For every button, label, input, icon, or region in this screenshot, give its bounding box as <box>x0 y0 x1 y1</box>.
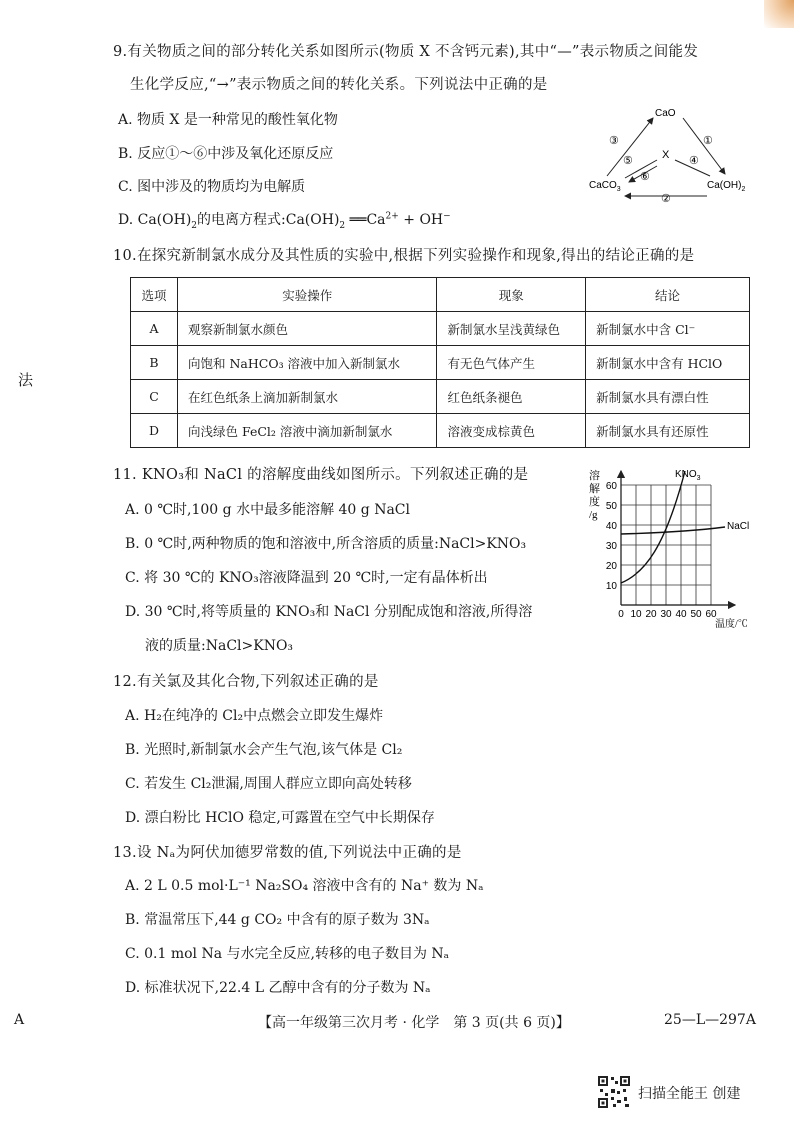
q9-stem-line1: 9.有关物质之间的部分转化关系如图所示(物质 X 不含钙元素),其中“—”表示物质之间能发 <box>113 44 699 60</box>
q13-option-c: C. 0.1 mol Na 与水完全反应,转移的电子数目为 Nₐ <box>125 946 450 962</box>
q11-option-a: A. 0 ℃时,100 g 水中最多能溶解 40 g NaCl <box>125 502 410 518</box>
ytick-40: 40 <box>605 521 617 532</box>
ylabel-char-1: 溶 <box>589 470 600 482</box>
footer-left: A <box>14 1012 25 1028</box>
diagram-node-caco3: CaCO$_3$ <box>589 180 621 193</box>
table-row: A 观察新制氯水颜色 新制氯水呈浅黄绿色 新制氯水中含 Cl⁻ <box>131 312 750 346</box>
footer-right: 25—L—297A <box>664 1012 756 1028</box>
diagram-node-x: X <box>662 149 670 161</box>
q13-option-d: D. 标准状况下,22.4 L 乙醇中含有的分子数为 Nₐ <box>125 980 431 996</box>
footer-center: 【高一年级第三次月考 · 化学 第 3 页(共 6 页)】 <box>258 1015 570 1031</box>
q13-option-a: A. 2 L 0.5 mol·L⁻¹ Na₂SO₄ 溶液中含有的 Na⁺ 数为 Nₐ <box>125 878 484 894</box>
q11-option-c: C. 将 30 ℃的 KNO₃溶液降温到 20 ℃时,一定有晶体析出 <box>125 570 488 586</box>
q9-option-a: A. 物质 X 是一种常见的酸性氧化物 <box>118 112 338 128</box>
diagram-node-caoh2: $Ca(OH)_2$ <box>707 180 746 193</box>
q12-option-b: B. 光照时,新制氯水会产生气泡,该气体是 Cl₂ <box>125 742 403 758</box>
q9-reaction-diagram <box>585 98 765 208</box>
ytick-50: 50 <box>605 501 617 512</box>
q12-stem: 12.有关氯及其化合物,下列叙述正确的是 <box>113 674 379 690</box>
q11-option-d-line2: 液的质量:NaCl>KNO₃ <box>145 638 294 654</box>
q13-stem: 13.设 Nₐ为阿伏加德罗常数的值,下列说法中正确的是 <box>113 845 462 861</box>
table-header-row <box>131 278 750 312</box>
table-row: B 向饱和 NaHCO₃ 溶液中加入新制氯水 有无色气体产生 新制氯水中含有 HClO <box>131 346 750 380</box>
watermark-text: 扫描全能王 创建 <box>638 1086 741 1102</box>
header-operation: 实验操作 <box>178 278 437 312</box>
q12-option-c: C. 若发生 Cl₂泄漏,周围人群应立即向高处转移 <box>125 776 412 792</box>
label-1: ① <box>703 134 713 147</box>
arrow-3 <box>607 118 653 176</box>
q13-option-b: B. 常温常压下,44 g CO₂ 中含有的原子数为 3Nₐ <box>125 912 430 928</box>
xtick-40: 40 <box>675 609 687 620</box>
ytick-60: 60 <box>605 481 617 492</box>
kno3-label: $KNO_3$ <box>675 469 701 482</box>
table-row: D 向浅绿色 FeCl₂ 溶液中滴加新制氯水 溶液变成棕黄色 新制氯水具有还原性 <box>131 414 750 448</box>
margin-char: 法 <box>18 371 34 389</box>
xlabel: 温度/℃ <box>715 619 748 630</box>
table-row: C 在红色纸条上滴加新制氯水 红色纸条褪色 新制氯水具有漂白性 <box>131 380 750 414</box>
diagram-node-cao: CaO <box>655 108 676 119</box>
nacl-label: NaCl <box>727 521 750 532</box>
q11-stem: 11. KNO₃和 NaCl 的溶解度曲线如图所示。下列叙述正确的是 <box>113 467 529 483</box>
xtick-50: 50 <box>690 609 702 620</box>
ylabel-char-2: 解 <box>589 483 600 495</box>
xtick-0: 0 <box>618 609 624 620</box>
label-6: ⑥ <box>640 170 650 183</box>
xtick-60: 60 <box>705 609 717 620</box>
q9-option-b: B. 反应①～⑥中涉及氧化还原反应 <box>118 146 334 162</box>
ytick-30: 30 <box>605 541 617 552</box>
header-conclusion: 结论 <box>586 278 750 312</box>
qr-code-icon <box>597 1075 631 1109</box>
ytick-10: 10 <box>605 581 617 592</box>
ylabel-char-3: 度 <box>589 496 600 508</box>
label-4: ④ <box>689 154 699 167</box>
label-5: ⑤ <box>623 154 633 167</box>
header-option: 选项 <box>131 278 178 312</box>
q12-option-a: A. H₂在纯净的 Cl₂中点燃会立即发生爆炸 <box>125 708 384 724</box>
q11-option-d-line1: D. 30 ℃时,将等质量的 KNO₃和 NaCl 分别配成饱和溶液,所得溶 <box>125 604 533 620</box>
label-2: ② <box>661 192 671 205</box>
xtick-10: 10 <box>630 609 642 620</box>
ylabel-char-4: /g <box>589 509 598 521</box>
label-3: ③ <box>609 134 619 147</box>
q10-stem: 10.在探究新制氯水成分及其性质的实验中,根据下列实验操作和现象,得出的结论正确的是 <box>113 248 695 264</box>
kno3-curve <box>621 471 685 583</box>
q9-option-c: C. 图中涉及的物质均为电解质 <box>118 179 306 195</box>
ytick-20: 20 <box>605 561 617 572</box>
q9-stem-line2: 生化学反应,“→”表示物质之间的转化关系。下列说法中正确的是 <box>130 77 548 93</box>
header-phenomenon: 现象 <box>437 278 586 312</box>
xtick-30: 30 <box>660 609 672 620</box>
page-corner-stain <box>764 0 794 28</box>
q10-table <box>130 277 750 448</box>
nacl-curve <box>621 527 725 534</box>
q12-option-d: D. 漂白粉比 HClO 稳定,可露置在空气中长期保存 <box>125 810 435 826</box>
q9-option-d: D. $Ca(OH)_2$的电离方程式$:Ca(OH)_2$ $══Ca^{2+} + OH^-$ <box>118 211 451 231</box>
q11-option-b: B. 0 ℃时,两种物质的饱和溶液中,所含溶质的质量:NaCl>KNO₃ <box>125 536 527 552</box>
xtick-20: 20 <box>645 609 657 620</box>
q11-solubility-chart <box>585 465 775 630</box>
